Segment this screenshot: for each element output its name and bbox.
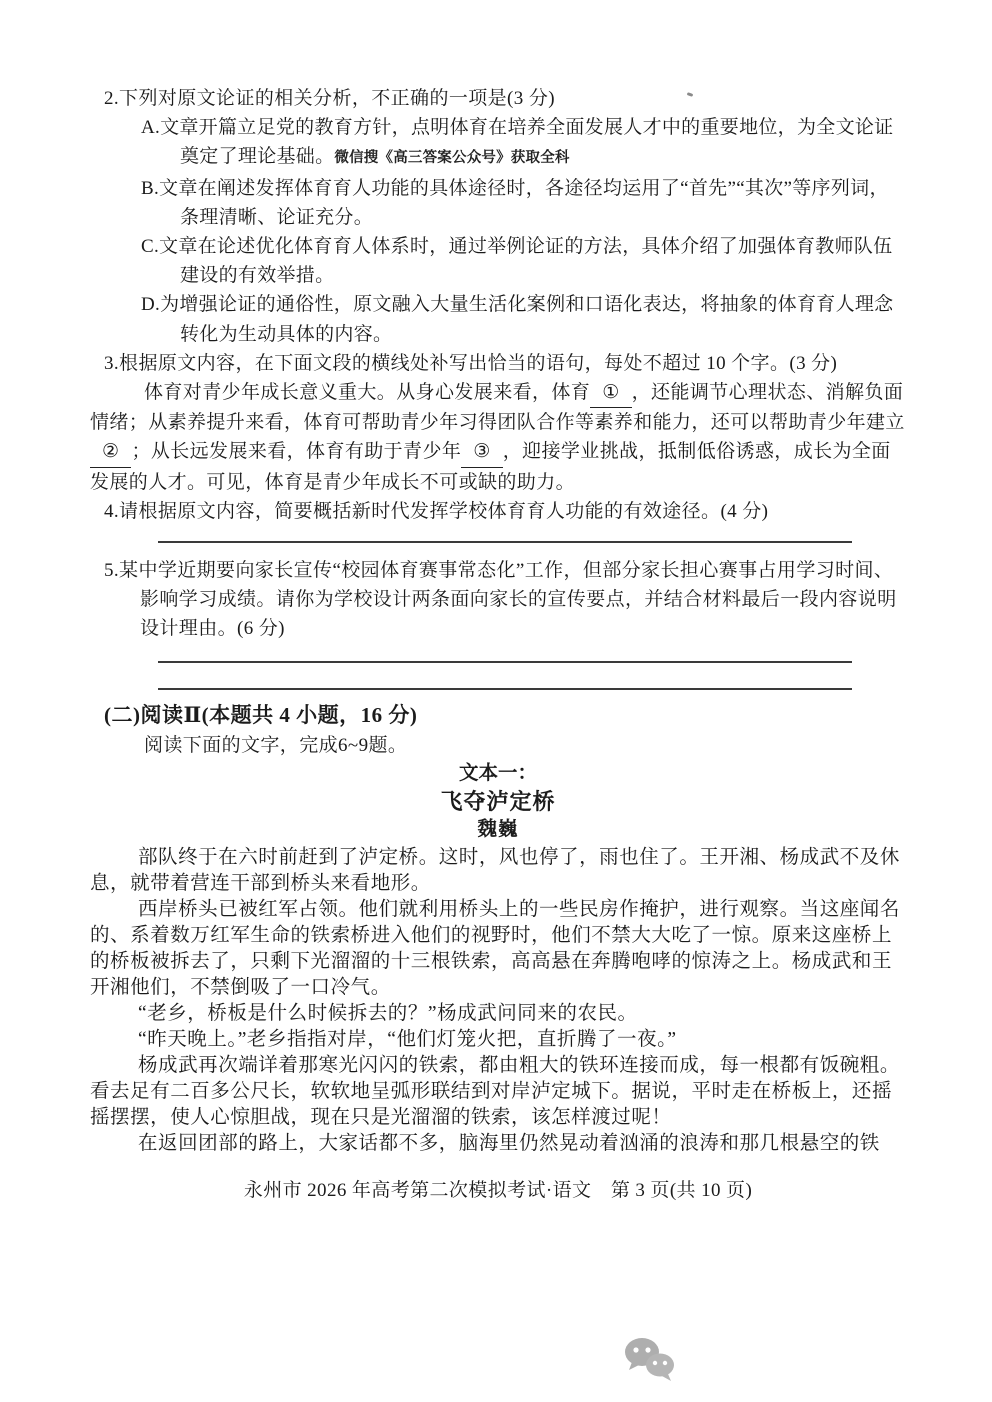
wechat-logo-icon <box>620 1336 682 1384</box>
question-2-stem: 2.下列对原文论证的相关分析，不正确的一项是(3 分) <box>104 88 555 109</box>
question-2-option-b: B.文章在阐述发挥体育育人功能的具体途径时，各途径均运用了“首先”“其次”等序列词，条理清晰、论证充分。 <box>141 177 889 228</box>
passage-paragraph-1: 部队终于在六时前赶到了泸定桥。这时，风也停了，雨也住了。王开湘、杨成武不及休息，就带着营连干部到桥头来看地形。 <box>90 846 900 894</box>
cloze-blank-2: ② <box>90 437 131 467</box>
cloze-text-2: ，还能调节心理状态、消解负面情绪；从素养提升来看，体育可帮助青少年习得团队合作等素养和能力，还可以帮助青少年建立 <box>90 382 905 434</box>
question-4-stem: 4.请根据原文内容，简要概括新时代发挥学校体育育人功能的有效途径。(4 分) <box>104 500 769 522</box>
page-footer: 永州市 2026 年高考第二次模拟考试·语文 第 3 页(共 10 页) <box>243 1179 753 1201</box>
question-3-cloze-paragraph <box>90 378 906 497</box>
answer-line <box>158 661 852 663</box>
passage-author: 魏巍 <box>477 818 519 840</box>
question-5-stem: 5.某中学近期要向家长宣传“校园体育赛事常态化”工作，但部分家长担心赛事占用学习时间、影响学习成绩。请你为学校设计两条面向家长的宣传要点，并结合材料最后一段内容说明设计理由。(6 分) <box>104 560 897 640</box>
watermark-text: 微信搜《高三答案公众号》获取全科 <box>334 150 570 167</box>
passage-paragraph-6: 在返回团部的路上，大家话都不多，脑海里仍然晃动着汹涌的浪涛和那几根悬空的铁 <box>138 1132 880 1154</box>
cloze-text-1: 体育对青少年成长意义重大。从身心发展来看，体育 <box>144 382 591 404</box>
passage-body <box>90 845 906 1157</box>
option-a-text: A.文章开篇立足党的教育方针，点明体育在培养全面发展人才中的重要地位，为全文论证奠定了理论基础。 <box>141 117 894 168</box>
section-2-heading: (二)阅读Ⅱ(本题共 4 小题，16 分) <box>104 702 418 727</box>
answer-line <box>158 688 852 690</box>
cloze-text-3: ；从长远发展来看，体育有助于青少年 <box>131 441 462 463</box>
passage-paragraph-4: “昨天晚上。”老乡指指对岸，“他们灯笼火把，直折腾了一夜。” <box>138 1028 677 1050</box>
question-2-option-c: C.文章在论述优化体育育人体系时，通过举例论证的方法，具体介绍了加强体育教师队伍建设的有效举措。 <box>141 236 893 287</box>
cloze-blank-3: ③ <box>461 437 502 467</box>
question-2-option-a <box>90 113 906 173</box>
text-one-label: 文本一： <box>458 762 537 784</box>
cloze-text-4: ，迎接学业挑战，抵制低俗诱惑，成长为全面发展的人才。可见，体育是青少年成长不可或缺的助力。 <box>90 441 891 493</box>
passage-title: 飞夺泸定桥 <box>440 788 556 814</box>
page-content <box>90 84 906 1204</box>
answer-line <box>158 541 852 543</box>
question-3-stem: 3.根据原文内容，在下面文段的横线处补写出恰当的语句，每处不超过 10 个字。(3 分) <box>104 352 838 374</box>
passage-paragraph-2: 西岸桥头已被红军占领。他们就利用桥头上的一些民房作掩护，进行观察。当这座闻名的、系着数万红军生命的铁索桥进入他们的视野时，他们不禁大大吃了一惊。原来这座桥上的桥板被拆去了，只剩下光溜溜的十三根铁索，高高悬在奔腾咆哮的惊涛之上。杨成武和王开湘他们，不禁倒吸了一口冷气。 <box>90 898 900 998</box>
cloze-blank-1: ① <box>590 378 631 408</box>
passage-paragraph-3: “老乡，桥板是什么时候拆去的？”杨成武问同来的农民。 <box>138 1002 638 1024</box>
question-2-option-d: D.为增强论证的通俗性，原文融入大量生活化案例和口语化表达，将抽象的体育育人理念转化为生动具体的内容。 <box>141 294 894 345</box>
reading-instruction: 阅读下面的文字，完成6~9题。 <box>144 734 408 756</box>
passage-paragraph-5: 杨成武再次端详着那寒光闪闪的铁索，都由粗大的铁环连接而成，每一根都有饭碗粗。看去足有二百多公尺长，软软地呈弧形联结到对岸泸定城下。据说，平时走在桥板上，还摇摇摆摆，使人心惊胆战，现在只是光溜溜的铁索，该怎样渡过呢！ <box>90 1054 900 1128</box>
